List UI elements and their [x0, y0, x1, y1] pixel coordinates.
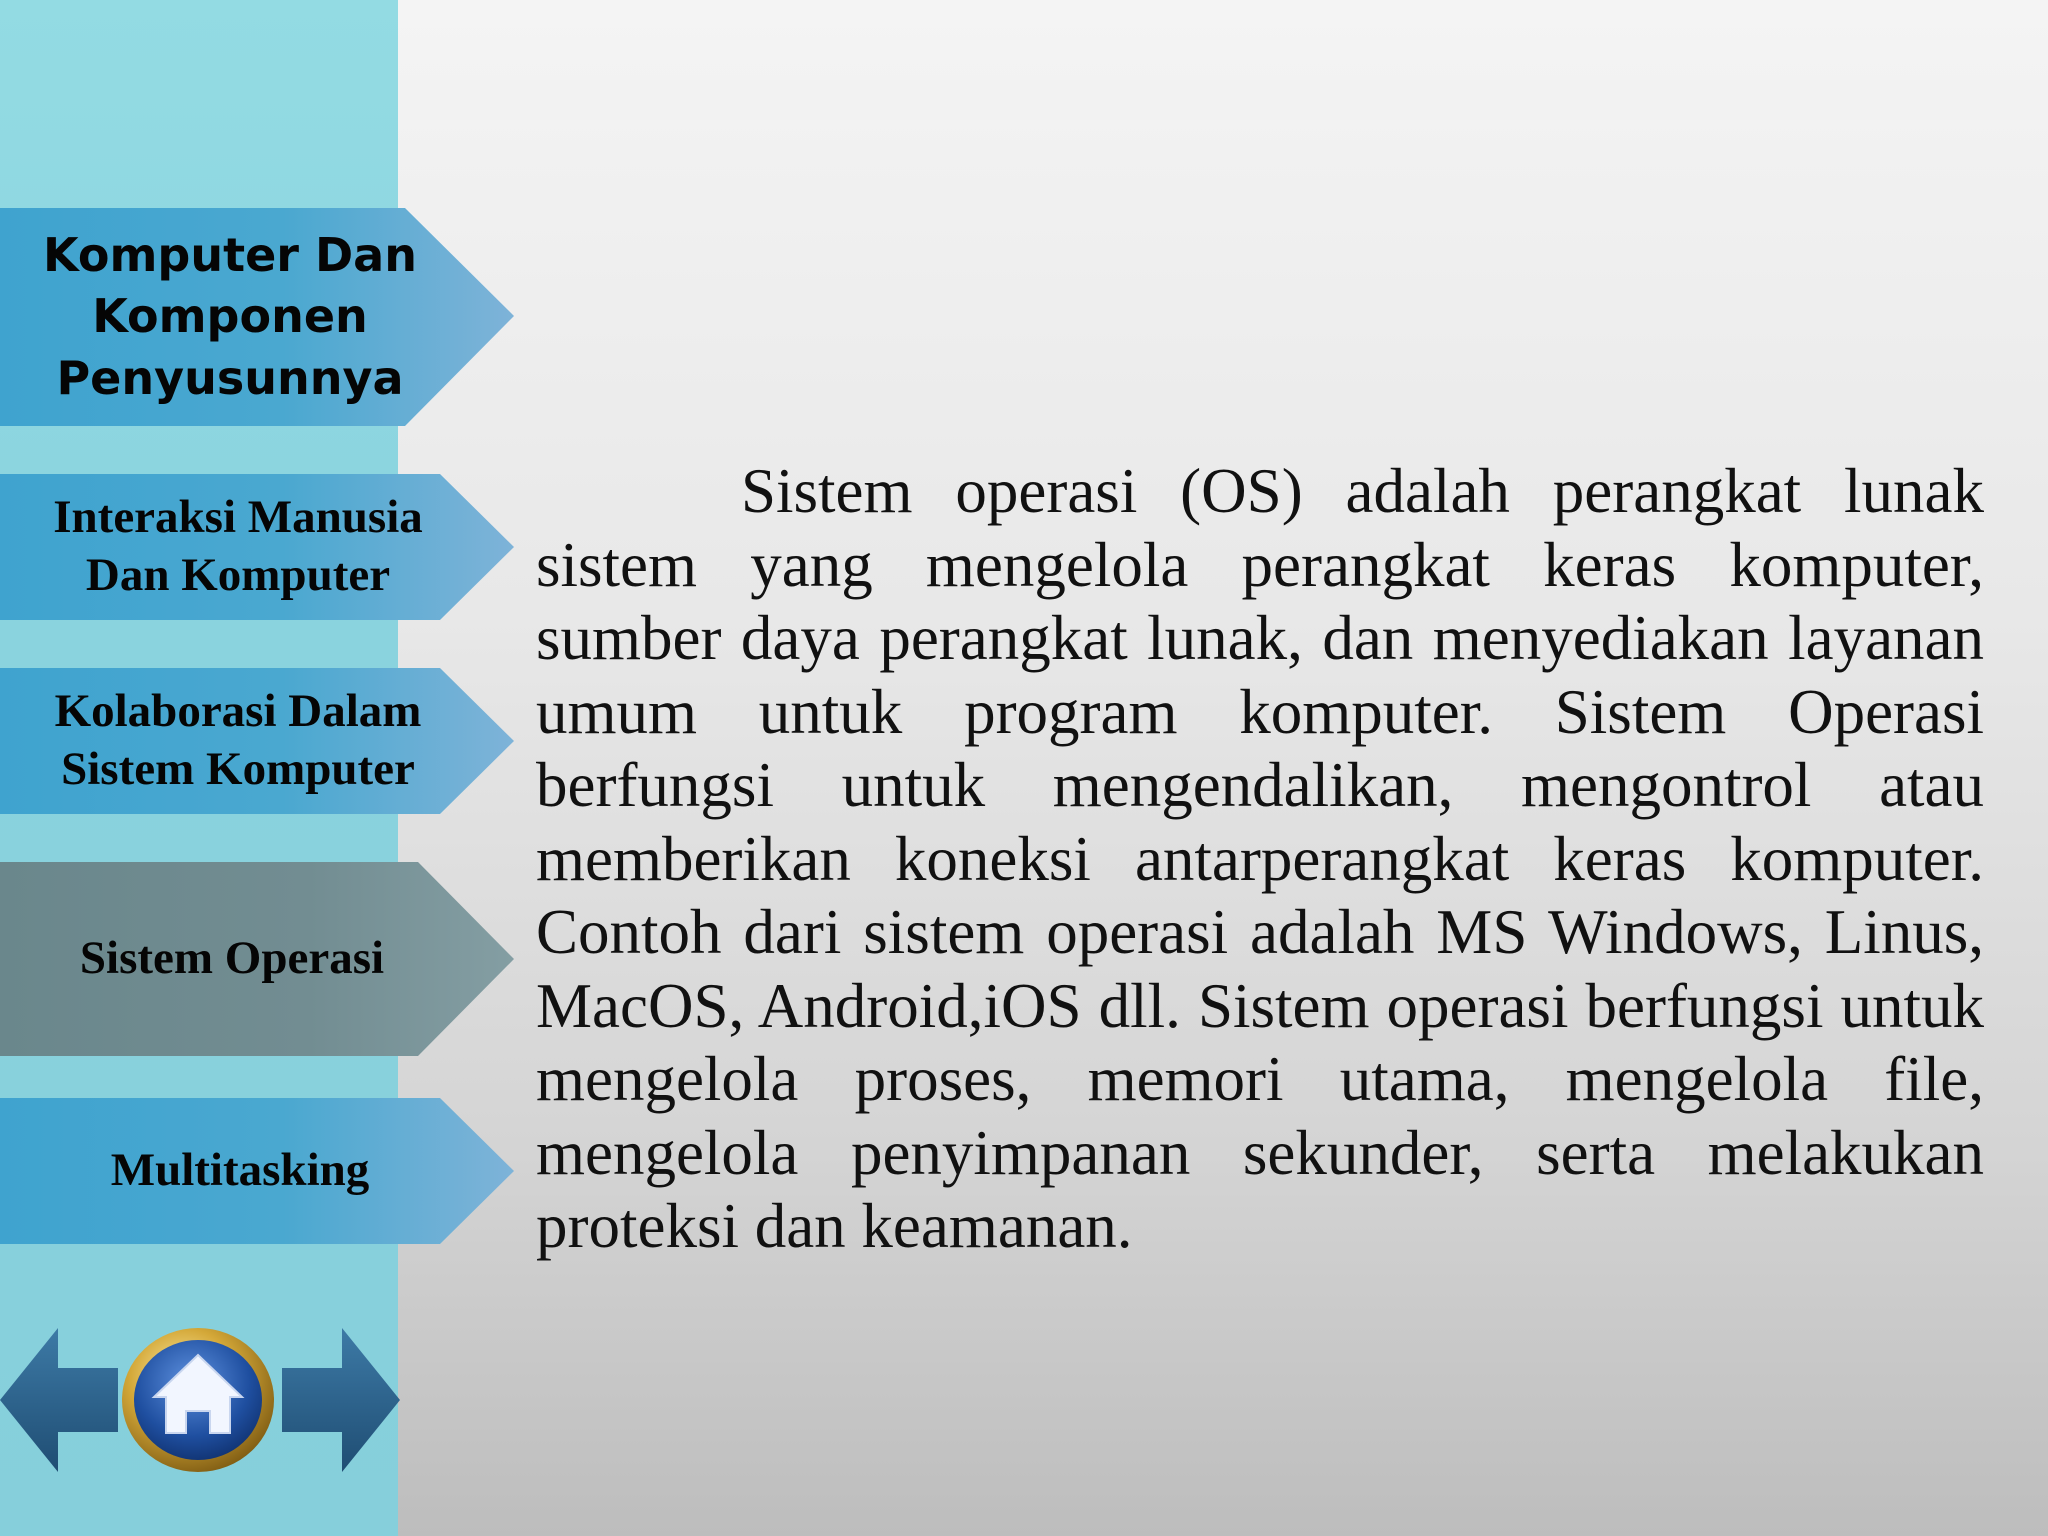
sidebar-item-sistem-operasi[interactable]	[0, 862, 514, 1056]
main-paragraph: Sistem operasi (OS) adalah perangkat lunak sistem yang mengelola perangkat keras komputer, sumber daya perangkat lunak, dan menyediakan layanan umum untuk program komputer. Sistem Operasi berfungsi untuk mengendalikan, mengontrol atau memberikan koneksi antarperangkat keras komputer. Contoh dari sistem operasi adalah MS Windows, Linus, MacOS, Android,iOS dll. Sistem operasi berfungsi untuk mengelola proses, memori utama, mengelola file, mengelola penyimpanan sekunder, serta melakukan proteksi dan keamanan.	[536, 456, 1984, 1261]
sidebar-item-label: Kolaborasi Dalam Sistem Komputer	[54, 685, 422, 795]
back-arrow-icon[interactable]	[0, 1320, 120, 1480]
sidebar-item-multitasking[interactable]	[0, 1098, 514, 1244]
home-icon[interactable]	[118, 1325, 278, 1475]
sidebar-item-komputer-dan-komponen[interactable]	[0, 208, 514, 426]
sidebar-item-label: Multitasking	[110, 1144, 370, 1197]
sidebar-item-kolaborasi[interactable]	[0, 668, 514, 814]
bottom-navigation	[0, 1320, 398, 1480]
forward-arrow-icon[interactable]	[282, 1320, 402, 1480]
sidebar-item-label: Komputer Dan Komponen Penyusunnya	[43, 227, 417, 405]
sidebar-item-label: Sistem Operasi	[79, 932, 385, 985]
sidebar-item-label: Interaksi Manusia Dan Komputer	[53, 491, 423, 601]
sidebar-item-interaksi-manusia[interactable]	[0, 474, 514, 620]
